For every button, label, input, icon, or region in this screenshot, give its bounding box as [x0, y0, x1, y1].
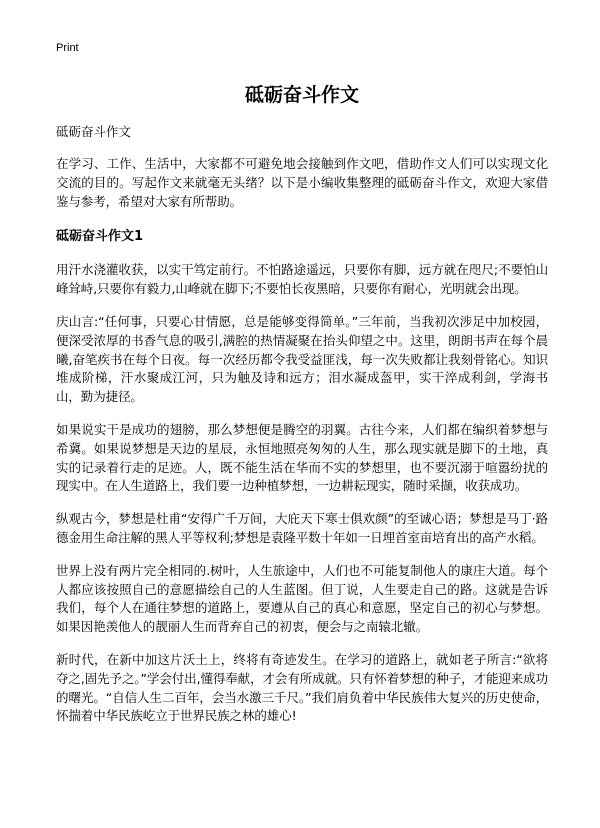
- body-paragraph-2: 庆山言:“任何事，只要心甘情愿，总是能够变得简单。”三年前，当我初次涉足中加校园，便深受浓厚的书香气息的吸引,满腔的热情凝聚在抬头仰望之中。这里，朗朗书声在每个晨曦,奋笔疾书在每个日夜。每一次经历都令我受益匪浅，每一次失败都让我刻骨铭心。知识堆成阶梯，汗水聚成江河，只为触及诗和远方；泪水凝成盔甲，实干淬成利剑，学海书山，勤为捷径。: [56, 313, 548, 405]
- body-paragraph-3: 如果说实干是成功的翅膀，那么梦想便是腾空的羽翼。古往今来，人们都在编织着梦想与希冀。如果说梦想是天边的星辰，永恒地照亮匆匆的人生，那么现实就是脚下的土地，真实的记录着行走的足迹。人，既不能生活在华而不实的梦想里，也不要沉溺于喧嚣纷扰的现实中。在人生道路上，我们要一边种植梦想，一边耕耘现实，随时采撷，收获成功。: [56, 421, 548, 494]
- intro-paragraph: 在学习、工作、生活中，大家都不可避免地会接触到作文吧，借助作文人们可以实现文化交流的目的。写起作文来就毫无头绪？以下是小编收集整理的砥砺奋斗作文，欢迎大家借鉴与参考，希望对大家有所帮助。: [56, 156, 548, 209]
- body-paragraph-5: 世界上没有两片完全相同的.树叶，人生旅途中，人们也不可能复制他人的康庄大道。每个人都应该按照自己的意愿描绘自己的人生蓝图。但丁说，人生要走自己的路。这就是告诉我们，每个人在通往梦想的道路上，要遵从自己的真心和意愿，坚定自己的初心与梦想。如果因艳羡他人的靓丽人生而背弃自己的初衷，便会与之南辕北辙。: [56, 562, 548, 635]
- body-paragraph-4: 纵观古今，梦想是杜甫“安得广千万间，大庇天下寒士俱欢颜”的至诚心语；梦想是马丁·路德金用生命注解的黑人平等权利;梦想是袁隆平数十年如一日埋首室亩培育出的高产水稻。: [56, 511, 548, 545]
- document-page: [56, 40, 548, 726]
- section-heading: 砥砺奋斗作文1: [56, 229, 144, 245]
- body-paragraph-6: 新时代，在新中加这片沃土上，终将有奇迹发生。在学习的道路上，就如老子所言:“欲将夺之,固先予之。”学会付出,懂得奉献，才会有所成就。只有怀着梦想的种子，才能迎来成功的曙光。“自信人生二百年，会当水激三千尺。”我们肩负着中华民族伟大复兴的历史使命，怀揣着中华民族屹立于世界民族之林的雄心!: [56, 651, 548, 724]
- document-subtitle: 砥砺奋斗作文: [56, 124, 132, 139]
- page-title: 砥砺奋斗作文: [244, 84, 359, 106]
- print-link[interactable]: Print: [56, 42, 79, 54]
- body-paragraph-1: 用汗水浇灌收获，以实干笃定前行。不怕路途遥远，只要你有脚，远方就在咫尺;不要怕山峰耸峙,只要你有毅力,山峰就在脚下;不要怕长夜黑暗，只要你有耐心，光明就会出现。: [56, 262, 548, 297]
